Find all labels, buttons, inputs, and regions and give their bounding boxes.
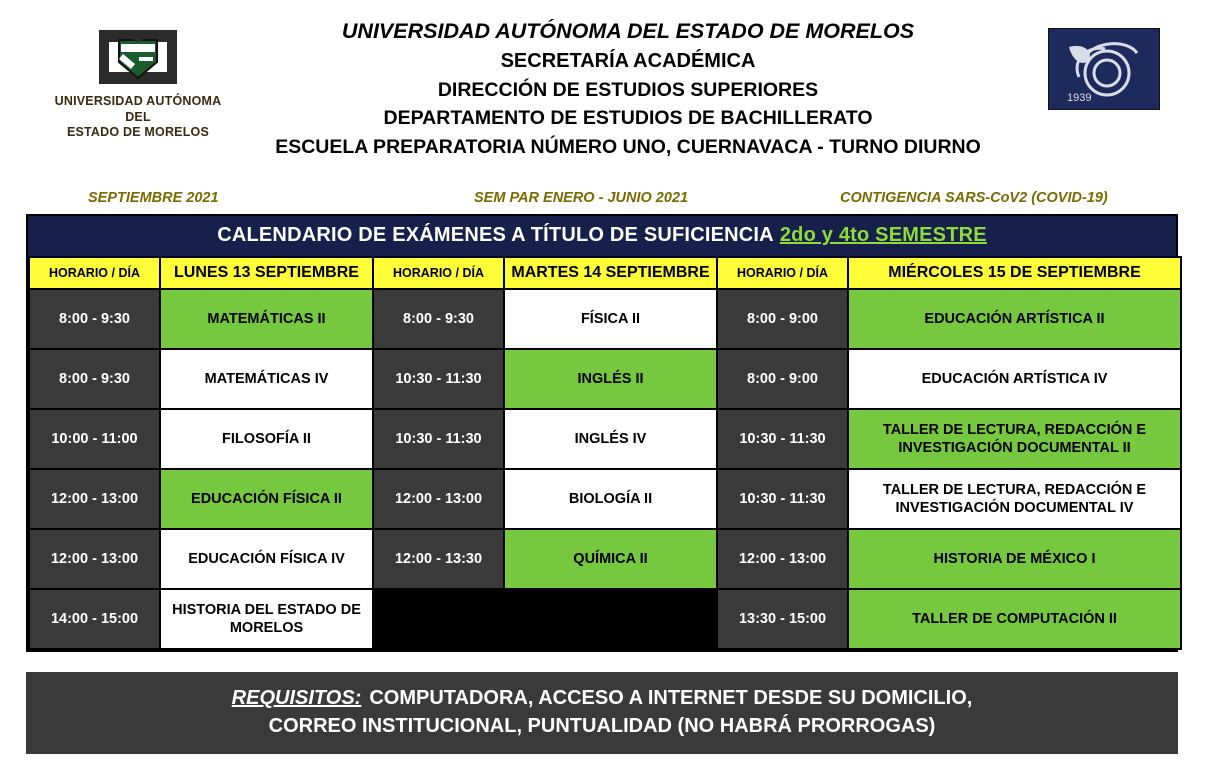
cell-time: 13:30 - 15:00: [717, 589, 848, 649]
emblem-year-text: 1939: [1067, 92, 1092, 104]
cell-subject: TALLER DE COMPUTACIÓN II: [848, 589, 1181, 649]
header-subtitle-3: DEPARTAMENTO DE ESTUDIOS DE BACHILLERATO: [383, 107, 873, 130]
header-subtitle-2: DIRECCIÓN DE ESTUDIOS SUPERIORES: [437, 79, 819, 102]
header-subtitle-1: SECRETARÍA ACADÉMICA: [500, 50, 756, 73]
requirements-line2: CORREO INSTITUCIONAL, PUNTUALIDAD (NO HABRÁ PRORROGAS): [268, 715, 936, 737]
cell-time: 8:00 - 9:30: [29, 349, 160, 409]
cell-subject: FILOSOFÍA II: [160, 409, 373, 469]
table-row: [29, 349, 1181, 409]
cell-time: 12:00 - 13:30: [373, 529, 504, 589]
cell-time: 12:00 - 13:00: [373, 469, 504, 529]
cell-time: 8:00 - 9:00: [717, 289, 848, 349]
header-day-monday: LUNES 13 SEPTIEMBRE: [160, 257, 373, 289]
cell-subject: QUÍMICA II: [504, 529, 717, 589]
cell-subject: INGLÉS II: [504, 349, 717, 409]
table-row: [29, 409, 1181, 469]
cell-empty: [373, 589, 504, 649]
crest-icon: [95, 24, 181, 90]
document-header: [0, 0, 1206, 180]
cell-subject: EDUCACIÓN ARTÍSTICA II: [848, 289, 1181, 349]
cell-time: 8:00 - 9:30: [373, 289, 504, 349]
cell-time: 12:00 - 13:00: [717, 529, 848, 589]
cell-subject: MATEMÁTICAS II: [160, 289, 373, 349]
page-title: UNIVERSIDAD AUTÓNOMA DEL ESTADO DE MORELOS: [341, 19, 915, 43]
cell-time: 10:30 - 11:30: [717, 469, 848, 529]
requirements-footer: [26, 672, 1178, 754]
cell-subject: TALLER DE LECTURA, REDACCIÓN E INVESTIGACIÓN DOCUMENTAL II: [848, 409, 1181, 469]
header-title-block: [230, 16, 1026, 161]
cell-subject: TALLER DE LECTURA, REDACCIÓN E INVESTIGACIÓN DOCUMENTAL IV: [848, 469, 1181, 529]
calendar-banner: [28, 216, 1176, 256]
table-row: [29, 529, 1181, 589]
header-day-tuesday: MARTES 14 SEPTIEMBRE: [504, 257, 717, 289]
table-header-row: [29, 257, 1181, 289]
cell-time: 14:00 - 15:00: [29, 589, 160, 649]
table-row: [29, 289, 1181, 349]
school-emblem-logo: [1048, 28, 1160, 110]
subheader-month: SEPTIEMBRE 2021: [88, 190, 219, 206]
exam-schedule-table: [28, 256, 1182, 650]
subheader-row: [0, 186, 1206, 210]
cell-time: 10:30 - 11:30: [717, 409, 848, 469]
subheader-contingency: CONTIGENCIA SARS-CoV2 (COVID-19): [840, 190, 1108, 206]
cell-subject: INGLÉS IV: [504, 409, 717, 469]
cell-time: 10:30 - 11:30: [373, 409, 504, 469]
table-row: [29, 589, 1181, 649]
university-name-line2: ESTADO DE MORELOS: [66, 125, 210, 140]
cell-time: 8:00 - 9:00: [717, 349, 848, 409]
cell-empty: [504, 589, 717, 649]
schedule-table-container: [26, 214, 1178, 652]
cell-time: 12:00 - 13:00: [29, 529, 160, 589]
header-day-wednesday: MIÉRCOLES 15 DE SEPTIEMBRE: [848, 257, 1181, 289]
university-crest-logo: [48, 24, 228, 141]
cell-subject: EDUCACIÓN FÍSICA II: [160, 469, 373, 529]
header-time-2: HORARIO / DÍA: [373, 257, 504, 289]
cell-time: 12:00 - 13:00: [29, 469, 160, 529]
table-row: [29, 469, 1181, 529]
cell-subject: EDUCACIÓN ARTÍSTICA IV: [848, 349, 1181, 409]
header-subtitle-4: ESCUELA PREPARATORIA NÚMERO UNO, CUERNAVACA - TURNO DIURNO: [275, 135, 981, 158]
cell-time: 10:30 - 11:30: [373, 349, 504, 409]
university-name: [48, 94, 228, 141]
cell-subject: EDUCACIÓN FÍSICA IV: [160, 529, 373, 589]
cell-time: 8:00 - 9:30: [29, 289, 160, 349]
cell-subject: HISTORIA DE MÉXICO I: [848, 529, 1181, 589]
cell-subject: FÍSICA II: [504, 289, 717, 349]
cell-subject: MATEMÁTICAS IV: [160, 349, 373, 409]
header-time-3: HORARIO / DÍA: [717, 257, 848, 289]
header-time-1: HORARIO / DÍA: [29, 257, 160, 289]
calendar-banner-semester: 2do y 4to SEMESTRE: [779, 224, 987, 246]
cell-subject: HISTORIA DEL ESTADO DE MORELOS: [160, 589, 373, 649]
cell-time: 10:00 - 11:00: [29, 409, 160, 469]
requirements-line1: COMPUTADORA, ACCESO A INTERNET DESDE SU DOMICILIO,: [369, 687, 973, 709]
requirements-label: REQUISITOS:: [231, 687, 362, 709]
calendar-banner-title: CALENDARIO DE EXÁMENES A TÍTULO DE SUFICIENCIA: [217, 224, 774, 246]
university-name-line1: UNIVERSIDAD AUTÓNOMA DEL: [54, 94, 222, 124]
cell-subject: BIOLOGÍA II: [504, 469, 717, 529]
subheader-semester: SEM PAR ENERO - JUNIO 2021: [474, 190, 689, 206]
